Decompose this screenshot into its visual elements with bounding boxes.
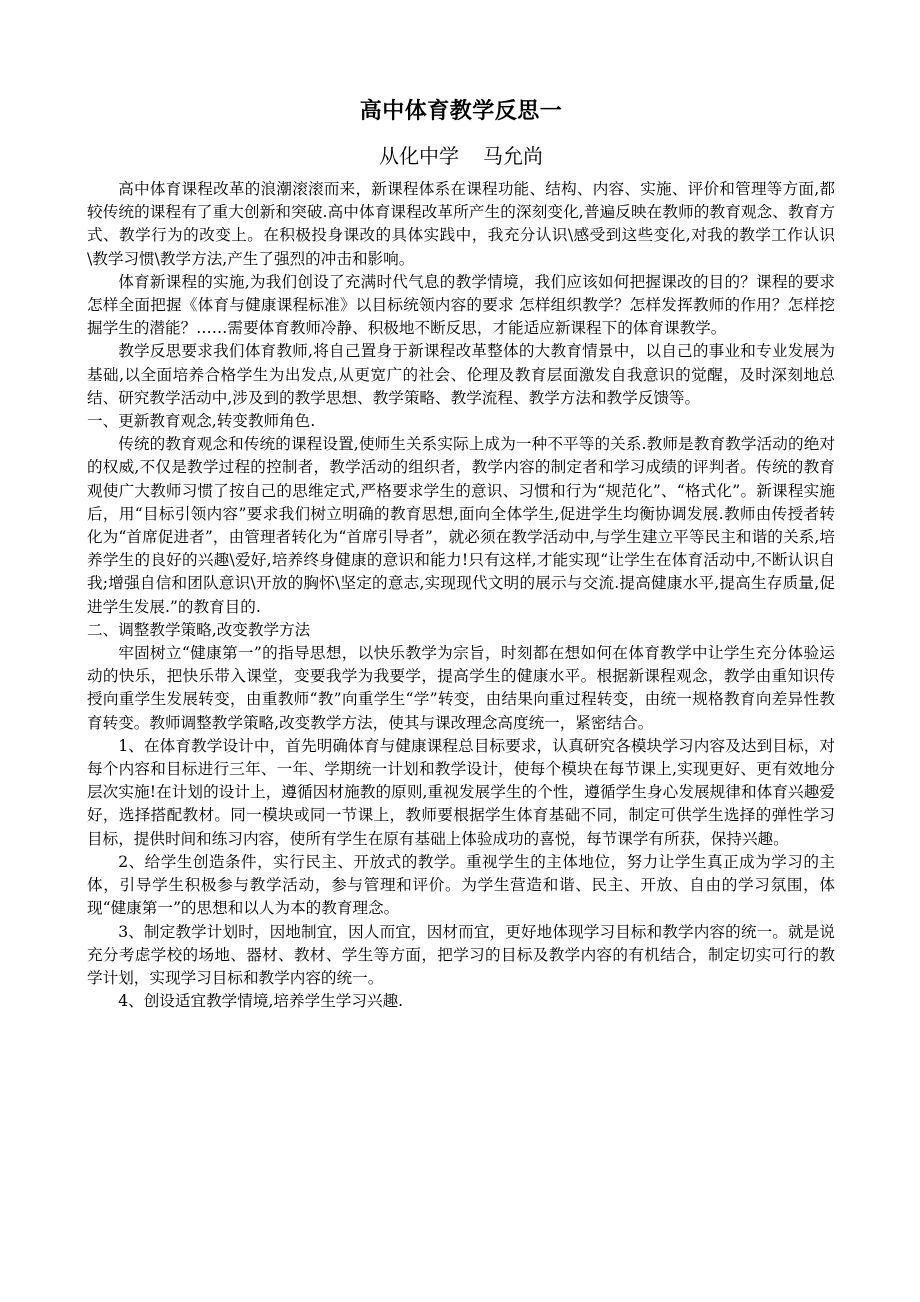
paragraph-item-3: 3、制定教学计划时，因地制宜，因人而宜，因材而宜，更好地体现学习目标和教学内容的统一。就是说充分考虑学校的场地、器材、教材、学生等方面，把学习的目标及教学内容的有机结合，制定切实可行的教学计划，实现学习目标和教学内容的统一。: [87, 922, 835, 987]
document-title: 高中体育教学反思一: [359, 98, 563, 124]
author-line: [87, 142, 835, 170]
paragraph-intro-3: 教学反思要求我们体育教师,将自己置身于新课程改革整体的大教育情景中，以自己的事业和专业发展为基础,以全面培养合格学生为出发点,从更宽广的社会、伦理及教育层面激发自我意识的觉醒，及时深刻地总结、研究教学活动中,涉及到的教学思想、教学策略、教学流程、教学方法和教学反馈等。: [87, 342, 835, 407]
section-heading-2: 二、调整教学策略,改变教学方法: [87, 620, 311, 639]
author-school: 从化中学: [379, 144, 459, 168]
section-heading-1: 一、更新教育观念,转变教师角色.: [87, 412, 316, 431]
paragraph-section-2: 牢固树立“健康第一”的指导思想，以快乐教学为宗旨，时刻都在想如何在体育教学中让学生充分体验运动的快乐，把快乐带入课堂，变要我学为我要学，提高学生的健康水平。根据新课程观念，教学由重知识传授向重学生发展转变，由重教师“教”向重学生“学”转变，由结果向重过程转变，由统一规格教育向差异性教育转变。教师调整教学策略,改变教学方法，使其与课改理念高度统一，紧密结合。: [87, 644, 835, 732]
paragraph-intro-2: 体育新课程的实施,为我们创设了充满时代气息的教学情境，我们应该如何把握课改的目的？课程的要求 怎样全面把握《体育与健康课程标准》以目标统领内容的要求 怎样组织教学？怎样发挥教师的作用？怎样挖掘学生的潜能？……需要体育教师冷静、积极地不断反思，才能适应新课程下的体育课教学。: [87, 272, 835, 338]
paragraph-item-4: 4、创设适宜教学情境,培养学生学习兴趣.: [118, 992, 404, 1011]
paragraph-item-2: 2、给学生创造条件，实行民主、开放式的教学。重视学生的主体地位，努力让学生真正成为学习的主体，引导学生积极参与教学活动，参与管理和评价。为学生营造和谐、民主、开放、自由的学习氛围，体现“健康第一”的思想和以人为本的教育理念。: [87, 852, 835, 918]
paragraph-item-1: 1、在体育教学设计中，首先明确体育与健康课程总目标要求，认真研究各模块学习内容及达到目标，对每个内容和目标进行三年、一年、学期统一计划和教学设计，使每个模块在每节课上,实现更好、更有效地分层次实施!在计划的设计上，遵循因材施教的原则,重视发展学生的个性，遵循学生身心发展规律和体育兴趣爱好，选择搭配教材。同一模块或同一节课上，教师要根据学生体育基础不同，制定可供学生选择的弹性学习目标，提供时间和练习内容，使所有学生在原有基础上体验成功的喜悦，每节课学有所获，保持兴趣。: [87, 736, 835, 848]
paragraph-intro-1: 高中体育课程改革的浪潮滚滚而来，新课程体系在课程功能、结构、内容、实施、评价和管理等方面,都较传统的课程有了重大创新和突破.高中体育课程改革所产生的深刻变化,普遍反映在教师的教育观念、教育方式、教学行为的改变上。在积极投身课改的具体实践中，我充分认识\感受到这些变化,对我的教学工作认识\教学习惯\教学方法,产生了强烈的冲击和影响。: [87, 180, 835, 268]
author-name: 马允尚: [483, 144, 543, 168]
document-page: [87, 96, 835, 1013]
paragraph-section-1: 传统的教育观念和传统的课程设置,使师生关系实际上成为一种不平等的关系.教师是教育教学活动的绝对的权威,不仅是教学过程的控制者，教学活动的组织者，教学内容的制定者和学习成绩的评判者。传统的教育观使广大教师习惯了按自己的思维定式,严格要求学生的意识、习惯和行为“规范化”、“格式化”。新课程实施后，用“目标引领内容”要求我们树立明确的教育思想,面向全体学生,促进学生均衡协调发展.教师由传授者转化为“首席促进者”，由管理者转化为“首席引导者”，就必须在教学活动中,与学生建立平等民主和谐的关系,培养学生的良好的兴趣\爱好,培养终身健康的意识和能力!只有这样,才能实现“让学生在体育活动中,不断认识自我;增强自信和团队意识\开放的胸怀\坚定的意志,实现现代文明的展示与交流.提高健康水平,提高生存质量,促进学生发展.”的教育目的.: [87, 435, 835, 616]
